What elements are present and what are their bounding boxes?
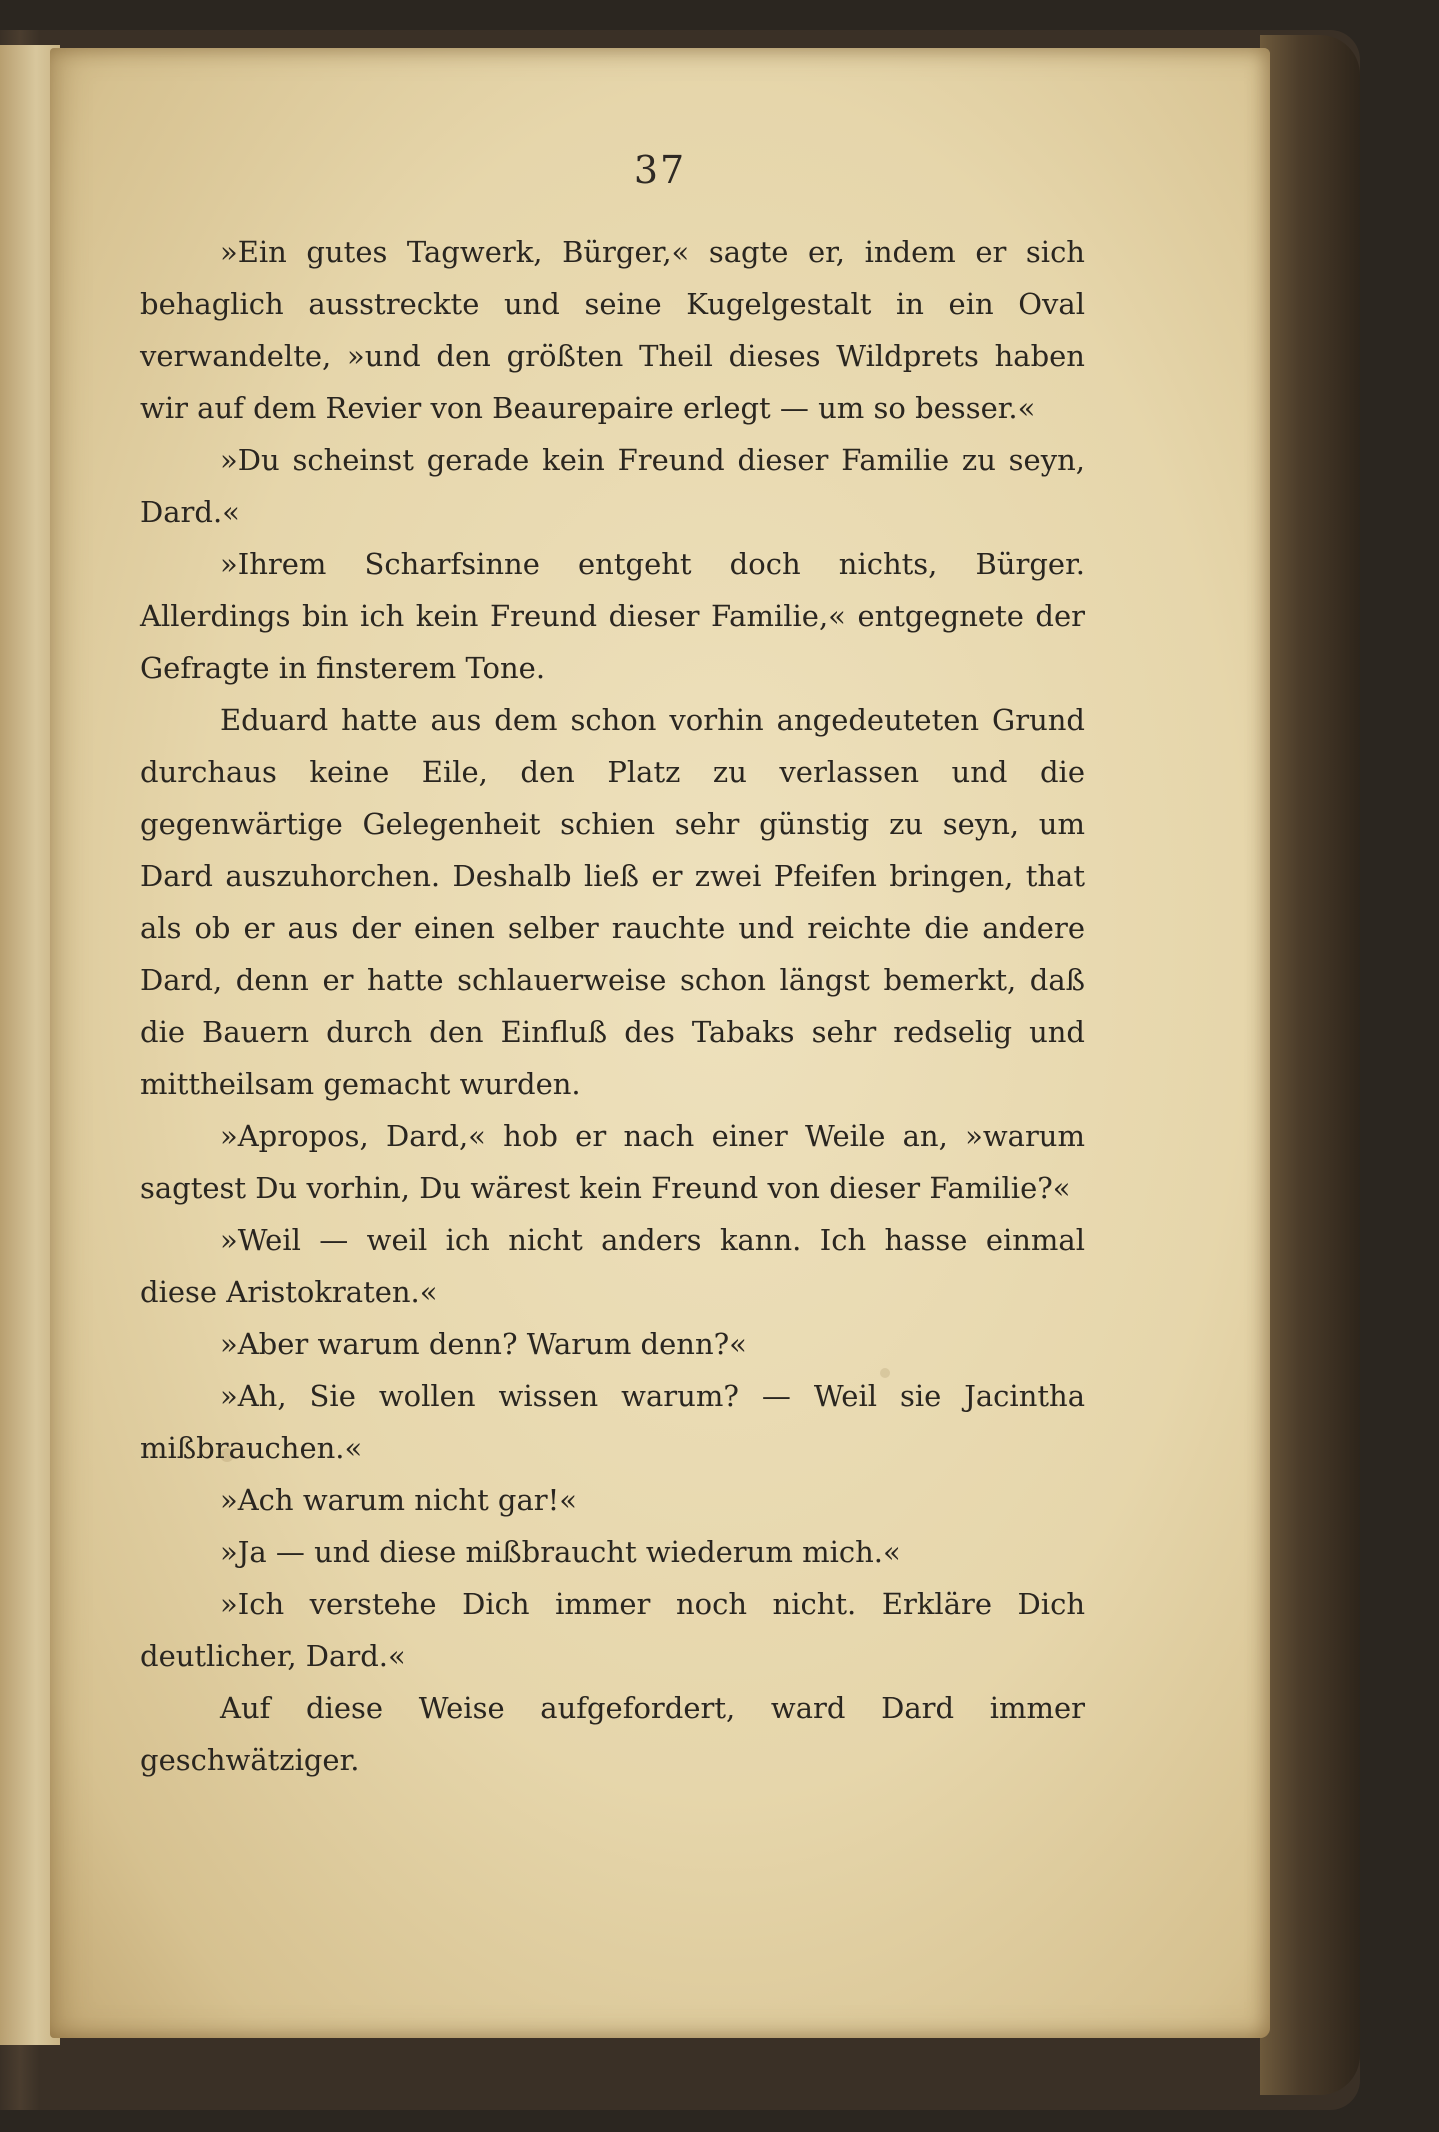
paragraph: »Apropos, Dard,« hob er nach einer Weile an, »warum sagtest Du vorhin, Du wärest kein Freund von dieser Familie?« [140,1119,1085,1205]
paragraph: Eduard hatte aus dem schon vorhin angedeuteten Grund durchaus keine Eile, den Platz zu verlassen und die gegenwärtige Gelegenheit schien sehr günstig zu seyn, um Dard auszuhorchen. Deshalb ließ er zwei Pfeifen bringen, that als ob er aus der einen selber rauchte und reichte die andere Dard, denn er hatte schlauerweise schon längst bemerkt, daß die Bauern durch den Einfluß des Tabaks sehr redselig und mittheilsam gemacht wurden. [140,703,1085,1101]
paragraph: »Aber warum denn? Warum denn?« [220,1327,747,1361]
page-number: 37 [633,148,687,192]
paragraph: »Ich verstehe Dich immer noch nicht. Erkläre Dich deutlicher, Dard.« [140,1587,1085,1673]
paragraph: »Weil — weil ich nicht anders kann. Ich hasse einmal diese Aristokraten.« [140,1223,1085,1309]
paragraph: »Ja — und diese mißbraucht wiederum mich.« [220,1535,901,1569]
page-text [140,226,1085,1786]
paragraph: Auf diese Weise aufgefordert, ward Dard immer geschwätziger. [140,1691,1085,1777]
paragraph: »Ach warum nicht gar!« [220,1483,578,1517]
paragraph: »Ah, Sie wollen wissen warum? — Weil sie Jacintha mißbrauchen.« [140,1379,1085,1465]
paragraph: »Ihrem Scharfsinne entgeht doch nichts, Bürger. Allerdings bin ich kein Freund dieser Familie,« entgegnete der Gefragte in finsterem Tone. [140,547,1085,685]
book-cover-edge [1260,35,1360,2095]
paragraph: »Ein gutes Tagwerk, Bürger,« sagte er, indem er sich behaglich ausstreckte und seine Kugelgestalt in ein Oval verwandelte, »und den größten Theil dieses Wildprets haben wir auf dem Revier von Beaurepaire erlegt — um so besser.« [140,235,1085,425]
paragraph: »Du scheinst gerade kein Freund dieser Familie zu seyn, Dard.« [140,443,1085,529]
book-page [50,48,1270,2038]
